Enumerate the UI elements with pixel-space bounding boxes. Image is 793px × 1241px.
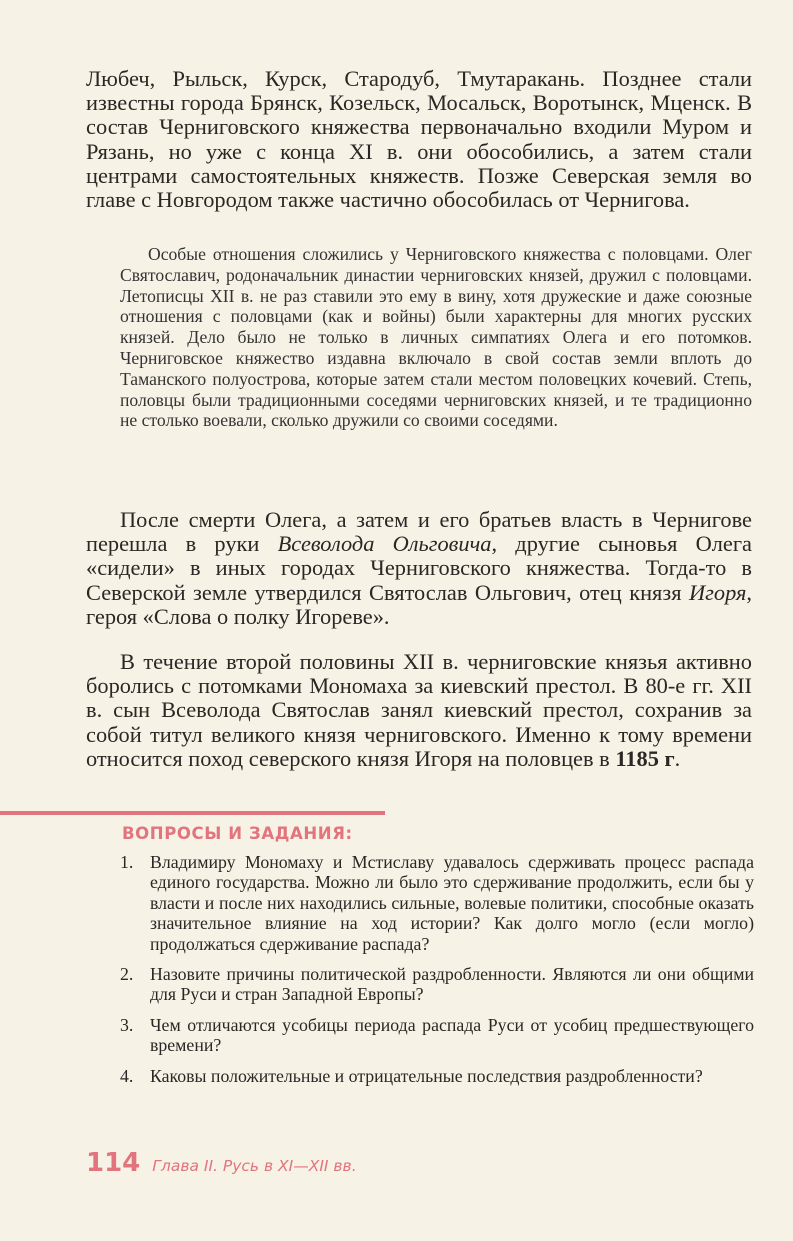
year-1185: 1185 г xyxy=(615,745,675,771)
question-text: Чем отличаются усобицы периода распада Руси от усобиц предшествующего времени? xyxy=(150,1014,754,1056)
paragraph-vsevolod-olgovich xyxy=(86,508,752,629)
questions-list xyxy=(120,852,754,1096)
question-text: Каковы положительные и отрицательные последствия раздробленности? xyxy=(150,1065,703,1086)
question-item xyxy=(120,1015,754,1056)
text-fragment: В течение второй половины XII в. черниговские князья активно боролись с потомками Мономаха за киевский престол. В 80-е гг. XII в. сын Всеволода Святослав занял киевский престол, сохранив за собой титул великого князя черниговского. Именно к тому времени относится поход северского князя Игоря на половцев в xyxy=(86,649,752,771)
chapter-title: Глава II. Русь в XI—XII вв. xyxy=(152,1157,357,1175)
paragraph-polovtsy-relations: Особые отношения сложились у Черниговского княжества с половцами. Олег Святославич, родоначальник династии черниговских князей, дружил с половцами. Летописцы XII в. не раз ставили это ему в вину, хотя дружеские и даже союзные отношения с половцами (как и войны) были характерны для многих русских князей. Дело было не только в личных симпатиях Олега и его потомков. Черниговское княжество издавна включало в свой состав земли вплоть до Таманского полуострова, которые затем стали местом половецких кочевий. Степь, половцы были традиционными соседями черниговских князей, и те традиционно не столько воевали, сколько дружили со своими соседями. xyxy=(120,244,752,431)
question-item xyxy=(120,852,754,954)
question-item xyxy=(120,964,754,1005)
text-fragment: , другие сыновья Олега «сидели» в иных городах Черниговского княжества. Тогда-то в Северской земле утвердился Святослав Ольгович, отец князя xyxy=(86,531,752,605)
person-name-igor: Игоря xyxy=(688,579,747,605)
question-item xyxy=(120,1066,754,1086)
page-footer xyxy=(86,1148,357,1178)
person-name-vsevolod: Всеволода Ольговича xyxy=(277,531,492,557)
text-fragment: . xyxy=(674,745,681,771)
question-number: 2. xyxy=(120,964,134,985)
question-text: Владимиру Мономаху и Мстиславу удавалось сдерживать процесс распада единого государства. Можно ли было это сдерживание продолжить, если бы у власти и после них находились сильные, волевые политики, способные оказать значительное влияние на ход истории? Как долго могло (если могло) продолжаться сдерживание распада? xyxy=(150,852,754,954)
page-number: 114 xyxy=(86,1148,141,1178)
paragraph-second-half-xii xyxy=(86,650,752,771)
questions-heading: ВОПРОСЫ И ЗАДАНИЯ: xyxy=(122,824,353,843)
question-text: Назовите причины политической раздробленности. Являются ли они общими для Руси и стран Западной Европы? xyxy=(150,964,754,1005)
question-number: 4. xyxy=(120,1065,134,1086)
section-divider xyxy=(0,811,385,815)
paragraph-chernigov-cities: Любеч, Рыльск, Курск, Стародуб, Тмутаракань. Позднее стали известны города Брянск, Козельск, Мосальск, Воротынск, Мценск. В состав Черниговского княжества первоначально входили Муром и Рязань, но уже с конца XI в. они обособились, а затем стали центрами самостоятельных княжеств. Позже Северская земля во главе с Новгородом также частично обособилась от Чернигова. xyxy=(86,66,752,213)
question-number: 1. xyxy=(120,852,134,872)
text-fragment: После смерти Олега, а затем и его братьев власть в Чернигове перешла в руки xyxy=(86,507,752,557)
text-fragment: , героя «Слова о полку Игореве». xyxy=(86,579,752,629)
question-number: 3. xyxy=(120,1014,134,1035)
